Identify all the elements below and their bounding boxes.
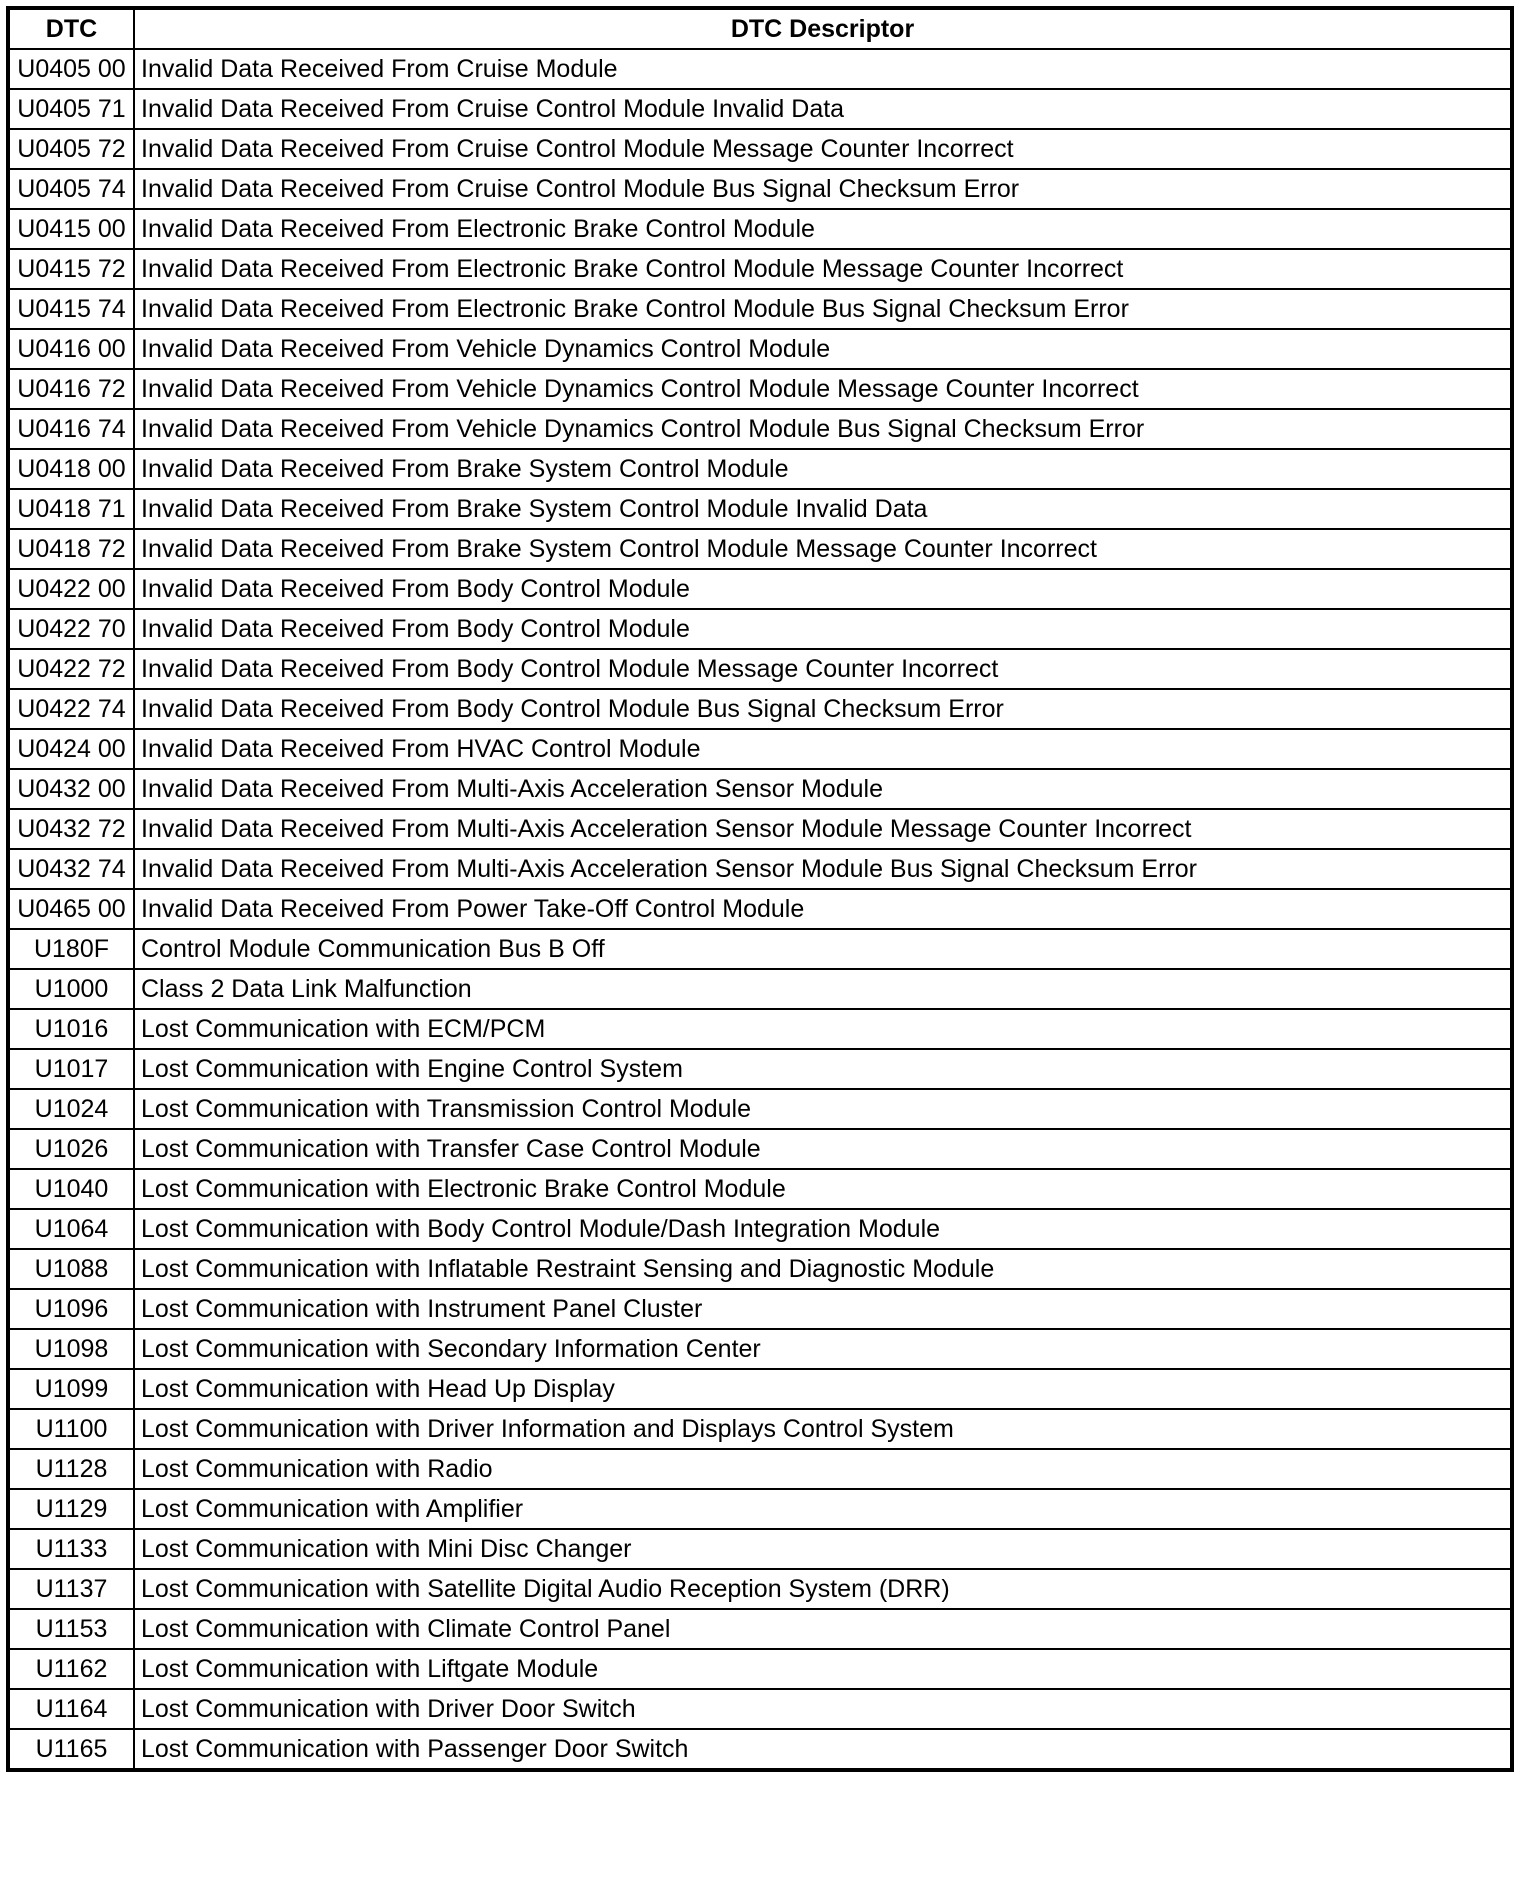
dtc-code-cell: U0422 74 — [8, 689, 134, 729]
dtc-code-cell: U0416 74 — [8, 409, 134, 449]
dtc-descriptor-cell: Invalid Data Received From Body Control Module Message Counter Incorrect — [134, 649, 1512, 689]
table-row — [8, 649, 1512, 689]
dtc-descriptor-cell: Invalid Data Received From Multi-Axis Acceleration Sensor Module — [134, 769, 1512, 809]
table-row — [8, 329, 1512, 369]
dtc-descriptor-cell: Lost Communication with Driver Information and Displays Control System — [134, 1409, 1512, 1449]
dtc-code-cell: U1098 — [8, 1329, 134, 1369]
dtc-descriptor-cell: Lost Communication with Engine Control System — [134, 1049, 1512, 1089]
dtc-descriptor-cell: Invalid Data Received From Multi-Axis Acceleration Sensor Module Bus Signal Checksum Error — [134, 849, 1512, 889]
table-row — [8, 729, 1512, 769]
dtc-descriptor-cell: Lost Communication with Transfer Case Control Module — [134, 1129, 1512, 1169]
dtc-code-cell: U1016 — [8, 1009, 134, 1049]
dtc-code-cell: U0418 71 — [8, 489, 134, 529]
dtc-code-cell: U0432 74 — [8, 849, 134, 889]
dtc-code-cell: U1096 — [8, 1289, 134, 1329]
dtc-descriptor-cell: Lost Communication with Driver Door Switch — [134, 1689, 1512, 1729]
table-row — [8, 1409, 1512, 1449]
column-header-descriptor: DTC Descriptor — [134, 8, 1512, 49]
dtc-descriptor-cell: Lost Communication with Liftgate Module — [134, 1649, 1512, 1689]
table-row — [8, 129, 1512, 169]
table-row — [8, 169, 1512, 209]
dtc-code-cell: U0405 71 — [8, 89, 134, 129]
dtc-descriptor-cell: Lost Communication with Amplifier — [134, 1489, 1512, 1529]
table-row — [8, 1369, 1512, 1409]
dtc-code-cell: U0416 72 — [8, 369, 134, 409]
dtc-code-cell: U0432 72 — [8, 809, 134, 849]
dtc-descriptor-cell: Invalid Data Received From Body Control Module — [134, 609, 1512, 649]
table-row — [8, 1089, 1512, 1129]
dtc-descriptor-cell: Invalid Data Received From Cruise Module — [134, 49, 1512, 89]
dtc-descriptor-cell: Invalid Data Received From Body Control Module — [134, 569, 1512, 609]
dtc-descriptor-cell: Lost Communication with Body Control Module/Dash Integration Module — [134, 1209, 1512, 1249]
table-row — [8, 1329, 1512, 1369]
table-row — [8, 1249, 1512, 1289]
table-row — [8, 929, 1512, 969]
dtc-code-cell: U180F — [8, 929, 134, 969]
dtc-code-cell: U0405 00 — [8, 49, 134, 89]
dtc-descriptor-cell: Invalid Data Received From Brake System Control Module — [134, 449, 1512, 489]
table-row — [8, 1649, 1512, 1689]
dtc-code-cell: U1164 — [8, 1689, 134, 1729]
dtc-descriptor-cell: Invalid Data Received From HVAC Control Module — [134, 729, 1512, 769]
table-row — [8, 1729, 1512, 1770]
dtc-descriptor-cell: Lost Communication with ECM/PCM — [134, 1009, 1512, 1049]
dtc-descriptor-cell: Lost Communication with Mini Disc Changer — [134, 1529, 1512, 1569]
dtc-code-cell: U1137 — [8, 1569, 134, 1609]
dtc-code-cell: U1165 — [8, 1729, 134, 1770]
dtc-code-cell: U1100 — [8, 1409, 134, 1449]
dtc-descriptor-cell: Invalid Data Received From Cruise Control Module Message Counter Incorrect — [134, 129, 1512, 169]
dtc-descriptor-cell: Invalid Data Received From Power Take-Off Control Module — [134, 889, 1512, 929]
dtc-code-cell: U1128 — [8, 1449, 134, 1489]
table-row — [8, 449, 1512, 489]
table-row — [8, 1569, 1512, 1609]
dtc-descriptor-cell: Control Module Communication Bus B Off — [134, 929, 1512, 969]
dtc-descriptor-cell: Lost Communication with Radio — [134, 1449, 1512, 1489]
dtc-code-cell: U0405 74 — [8, 169, 134, 209]
dtc-code-cell: U0415 74 — [8, 289, 134, 329]
table-row — [8, 209, 1512, 249]
table-row — [8, 1449, 1512, 1489]
dtc-code-cell: U0418 72 — [8, 529, 134, 569]
dtc-descriptor-cell: Lost Communication with Climate Control Panel — [134, 1609, 1512, 1649]
dtc-code-cell: U1000 — [8, 969, 134, 1009]
dtc-code-cell: U0422 00 — [8, 569, 134, 609]
table-row — [8, 409, 1512, 449]
table-row — [8, 769, 1512, 809]
table-row — [8, 369, 1512, 409]
dtc-descriptor-cell: Invalid Data Received From Vehicle Dynamics Control Module Message Counter Incorrect — [134, 369, 1512, 409]
dtc-code-cell: U1133 — [8, 1529, 134, 1569]
dtc-code-cell: U1040 — [8, 1169, 134, 1209]
dtc-code-cell: U0405 72 — [8, 129, 134, 169]
dtc-descriptor-cell: Invalid Data Received From Cruise Control Module Bus Signal Checksum Error — [134, 169, 1512, 209]
table-row — [8, 569, 1512, 609]
dtc-code-cell: U0465 00 — [8, 889, 134, 929]
table-row — [8, 849, 1512, 889]
dtc-code-cell: U1129 — [8, 1489, 134, 1529]
table-row — [8, 1009, 1512, 1049]
dtc-code-cell: U1162 — [8, 1649, 134, 1689]
table-row — [8, 889, 1512, 929]
dtc-descriptor-cell: Invalid Data Received From Electronic Brake Control Module Bus Signal Checksum Error — [134, 289, 1512, 329]
dtc-descriptor-cell: Class 2 Data Link Malfunction — [134, 969, 1512, 1009]
dtc-code-cell: U0415 00 — [8, 209, 134, 249]
table-row — [8, 289, 1512, 329]
table-row — [8, 809, 1512, 849]
dtc-descriptor-cell: Lost Communication with Electronic Brake Control Module — [134, 1169, 1512, 1209]
column-header-dtc: DTC — [8, 8, 134, 49]
dtc-descriptor-cell: Lost Communication with Instrument Panel Cluster — [134, 1289, 1512, 1329]
dtc-code-cell: U0422 70 — [8, 609, 134, 649]
dtc-code-cell: U0415 72 — [8, 249, 134, 289]
dtc-code-cell: U0416 00 — [8, 329, 134, 369]
table-row — [8, 49, 1512, 89]
table-row — [8, 1689, 1512, 1729]
dtc-code-cell: U0418 00 — [8, 449, 134, 489]
table-row — [8, 1129, 1512, 1169]
table-header-row — [8, 8, 1512, 49]
dtc-descriptor-cell: Invalid Data Received From Body Control Module Bus Signal Checksum Error — [134, 689, 1512, 729]
dtc-descriptor-cell: Invalid Data Received From Electronic Brake Control Module Message Counter Incorrect — [134, 249, 1512, 289]
dtc-descriptor-cell: Lost Communication with Head Up Display — [134, 1369, 1512, 1409]
dtc-descriptor-cell: Invalid Data Received From Vehicle Dynamics Control Module Bus Signal Checksum Error — [134, 409, 1512, 449]
dtc-code-cell: U1024 — [8, 1089, 134, 1129]
dtc-descriptor-cell: Invalid Data Received From Brake System Control Module Message Counter Incorrect — [134, 529, 1512, 569]
dtc-code-cell: U0424 00 — [8, 729, 134, 769]
table-row — [8, 89, 1512, 129]
document-page — [6, 6, 1514, 1772]
table-row — [8, 1289, 1512, 1329]
table-body — [8, 49, 1512, 1770]
dtc-code-cell: U1064 — [8, 1209, 134, 1249]
table-row — [8, 529, 1512, 569]
dtc-descriptor-cell: Lost Communication with Satellite Digital Audio Reception System (DRR) — [134, 1569, 1512, 1609]
dtc-descriptor-cell: Lost Communication with Transmission Control Module — [134, 1089, 1512, 1129]
table-row — [8, 1529, 1512, 1569]
dtc-code-cell: U1099 — [8, 1369, 134, 1409]
table-row — [8, 609, 1512, 649]
table-row — [8, 1169, 1512, 1209]
dtc-code-cell: U1153 — [8, 1609, 134, 1649]
dtc-code-cell: U0422 72 — [8, 649, 134, 689]
dtc-code-cell: U1017 — [8, 1049, 134, 1089]
dtc-descriptor-cell: Invalid Data Received From Vehicle Dynamics Control Module — [134, 329, 1512, 369]
dtc-descriptor-cell: Lost Communication with Secondary Information Center — [134, 1329, 1512, 1369]
table-row — [8, 1609, 1512, 1649]
dtc-descriptor-cell: Invalid Data Received From Electronic Brake Control Module — [134, 209, 1512, 249]
dtc-descriptor-cell: Invalid Data Received From Cruise Control Module Invalid Data — [134, 89, 1512, 129]
table-row — [8, 249, 1512, 289]
table-row — [8, 1209, 1512, 1249]
dtc-table — [6, 6, 1514, 1772]
dtc-code-cell: U0432 00 — [8, 769, 134, 809]
dtc-code-cell: U1026 — [8, 1129, 134, 1169]
table-row — [8, 489, 1512, 529]
dtc-descriptor-cell: Lost Communication with Inflatable Restraint Sensing and Diagnostic Module — [134, 1249, 1512, 1289]
dtc-code-cell: U1088 — [8, 1249, 134, 1289]
table-row — [8, 1049, 1512, 1089]
table-row — [8, 1489, 1512, 1529]
dtc-descriptor-cell: Invalid Data Received From Multi-Axis Acceleration Sensor Module Message Counter Incorrect — [134, 809, 1512, 849]
table-row — [8, 969, 1512, 1009]
dtc-descriptor-cell: Invalid Data Received From Brake System Control Module Invalid Data — [134, 489, 1512, 529]
table-row — [8, 689, 1512, 729]
dtc-descriptor-cell: Lost Communication with Passenger Door Switch — [134, 1729, 1512, 1770]
